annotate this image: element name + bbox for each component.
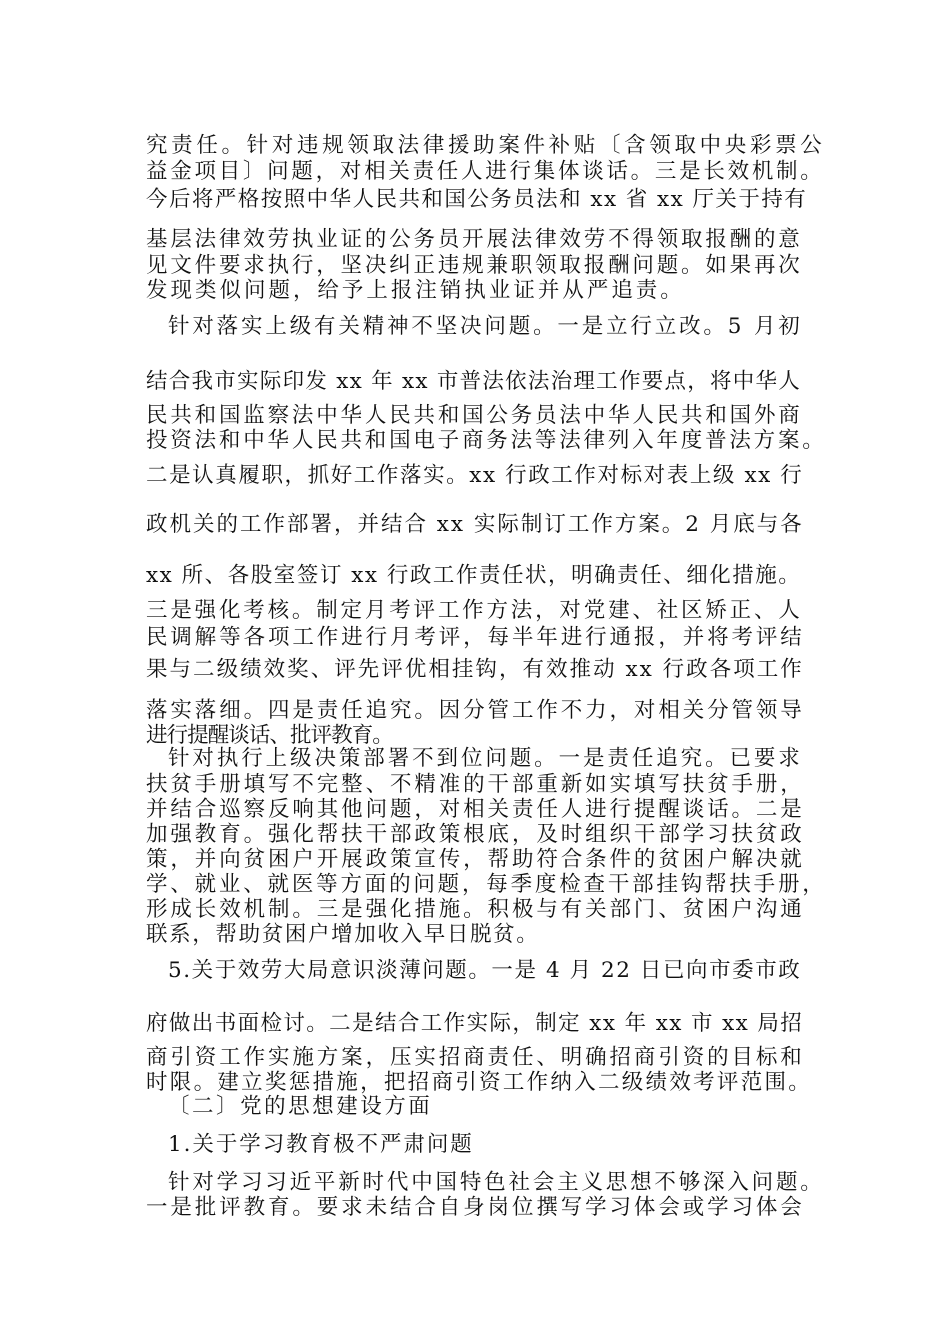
text-line: 基层法律效劳执业证的公务员开展法律效劳不得领取报酬的意 xyxy=(146,227,803,252)
text-line: xx 所、各股室签订 xx 行政工作责任状，明确责任、细化措施。 xyxy=(146,563,802,588)
text-line: 果与二级绩效奖、评先评优相挂钩，有效推动 xx 行政各项工作 xyxy=(146,657,804,682)
section-heading: 〔二〕党的思想建设方面 xyxy=(168,1094,433,1119)
text-line: 扶贫手册填写不完整、不精准的干部重新如实填写扶贫手册， xyxy=(146,772,805,797)
text-line: 形成长效机制。三是强化措施。积极与有关部门、贫困户沟通 xyxy=(146,897,805,922)
text-line: 落实落细。四是责任追究。因分管工作不力，对相关分管领导 xyxy=(146,698,805,723)
text-line: 益金项目〕问题，对相关责任人进行集体谈话。三是长效机制。 xyxy=(146,159,825,184)
text-line: 并结合巡察反响其他问题，对相关责任人进行提醒谈话。二是 xyxy=(146,797,805,822)
text-line: 学、就业、就医等方面的问题，每季度检查干部挂钩帮扶手册， xyxy=(146,872,827,897)
text-line: 政机关的工作部署，并结合 xx 实际制订工作方案。2 月底与各 xyxy=(146,512,804,537)
text-line: 究责任。针对违规领取法律援助案件补贴〔含领取中央彩票公 xyxy=(146,133,826,158)
subsection-heading: 1.关于学习教育极不严肃问题 xyxy=(168,1132,474,1157)
text-line: 三是强化考核。制定月考评工作方法，对党建、社区矫正、人 xyxy=(146,598,803,623)
text-line: 联系，帮助贫困户增加收入早日脱贫。 xyxy=(146,922,540,947)
text-line: 5.关于效劳大局意识淡薄问题。一是 4 月 22 日已向市委市政 xyxy=(168,958,802,983)
text-line: 见文件要求执行，坚决纠正违规兼职领取报酬问题。如果再次 xyxy=(146,253,803,278)
text-line: 府做出书面检讨。二是结合工作实际，制定 xx 年 xx 市 xx 局招 xyxy=(146,1011,804,1036)
text-line: 策，并向贫困户开展政策宣传，帮助符合条件的贫困户解决就 xyxy=(146,847,805,872)
text-line: 进行提醒谈话、批评教育。 xyxy=(146,723,393,748)
text-line: 商引资工作实施方案，压实招商责任、明确招商引资的目标和 xyxy=(146,1045,805,1070)
text-line: 针对学习习近平新时代中国特色社会主义思想不够深入问题。 xyxy=(168,1170,825,1195)
text-line: 民调解等各项工作进行月考评，每半年进行通报，并将考评结 xyxy=(146,625,805,650)
text-line: 结合我市实际印发 xx 年 xx 市普法依法治理工作要点，将中华人 xyxy=(146,369,802,394)
text-line: 时限。建立奖惩措施，把招商引资工作纳入二级绩效考评范围。 xyxy=(146,1070,813,1095)
text-line: 投资法和中华人民共和国电子商务法等法律列入年度普法方案。 xyxy=(146,428,827,453)
text-line: 二是认真履职，抓好工作落实。xx 行政工作对标对表上级 xx 行 xyxy=(146,463,804,488)
text-line: 一是批评教育。要求未结合自身岗位撰写学习体会或学习体会 xyxy=(146,1195,805,1220)
text-line: 加强教育。强化帮扶干部政策根底，及时组织干部学习扶贫政 xyxy=(146,822,805,847)
text-line: 针对落实上级有关精神不坚决问题。一是立行立改。5 月初 xyxy=(168,314,803,339)
text-line: 今后将严格按照中华人民共和国公务员法和 xx 省 xx 厅关于持有 xyxy=(146,187,808,212)
text-line: 针对执行上级决策部署不到位问题。一是责任追究。已要求 xyxy=(168,746,803,771)
text-line: 发现类似问题，给予上报注销执业证并从严追责。 xyxy=(146,278,685,303)
text-line: 民共和国监察法中华人民共和国公务员法中华人民共和国外商 xyxy=(146,403,803,428)
